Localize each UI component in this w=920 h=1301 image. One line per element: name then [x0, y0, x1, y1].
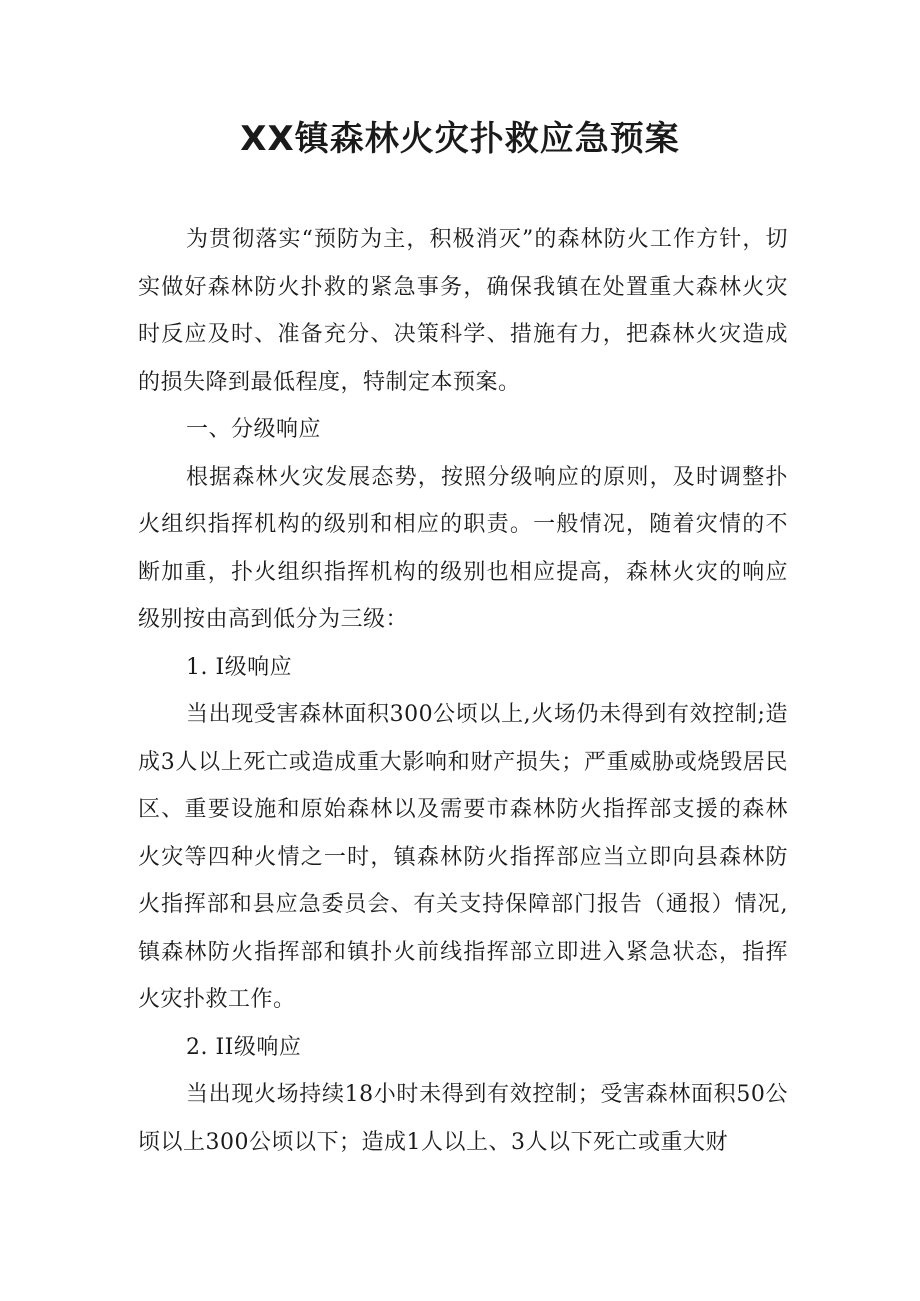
intro-paragraph: 为贯彻落实“预防为主，积极消灭”的森林防火工作方针，切实做好森林防火扑救的紧急事务，确保我镇在处置重大森林火灾时反应及时、准备充分、决策科学、措施有力，把森林火灾造成的损失降到最低程度，特制定本预案。	[138, 227, 788, 395]
graded-response-paragraph: 根据森林火灾发展态势，按照分级响应的原则，及时调整扑火组织指挥机构的级别和相应的职责。一般情况，随着灾情的不断加重，扑火组织指挥机构的级别也相应提高，森林火灾的响应级别按由高到低分为三级：	[138, 464, 788, 632]
document-body	[138, 216, 788, 1166]
level-2-response-paragraph: 当出现火场持续18小时未得到有效控制；受害森林面积50公顷以上300公顷以下；造成1人以上、3人以下死亡或重大财	[138, 1082, 788, 1155]
subheading-level-1-response: 1. I级响应	[186, 654, 293, 680]
subheading-level-2-response: 2. II级响应	[186, 1034, 302, 1060]
page-title: XX镇森林火灾扑救应急预案	[240, 119, 680, 159]
level-1-response-paragraph: 当出现受害森林面积300公顷以上,火场仍未得到有效控制;造成3人以上死亡或造成重大影响和财产损失；严重威胁或烧毁居民区、重要设施和原始森林以及需要市森林防火指挥部支援的森林火灾等四种火情之一时，镇森林防火指挥部应当立即向县森林防火指挥部和县应急委员会、有关支持保障部门报告（通报）情况,镇森林防火指挥部和镇扑火前线指挥部立即进入紧急状态，指挥火灾扑救工作。	[138, 702, 788, 1012]
section-heading-graded-response: 一、分级响应	[186, 417, 322, 442]
